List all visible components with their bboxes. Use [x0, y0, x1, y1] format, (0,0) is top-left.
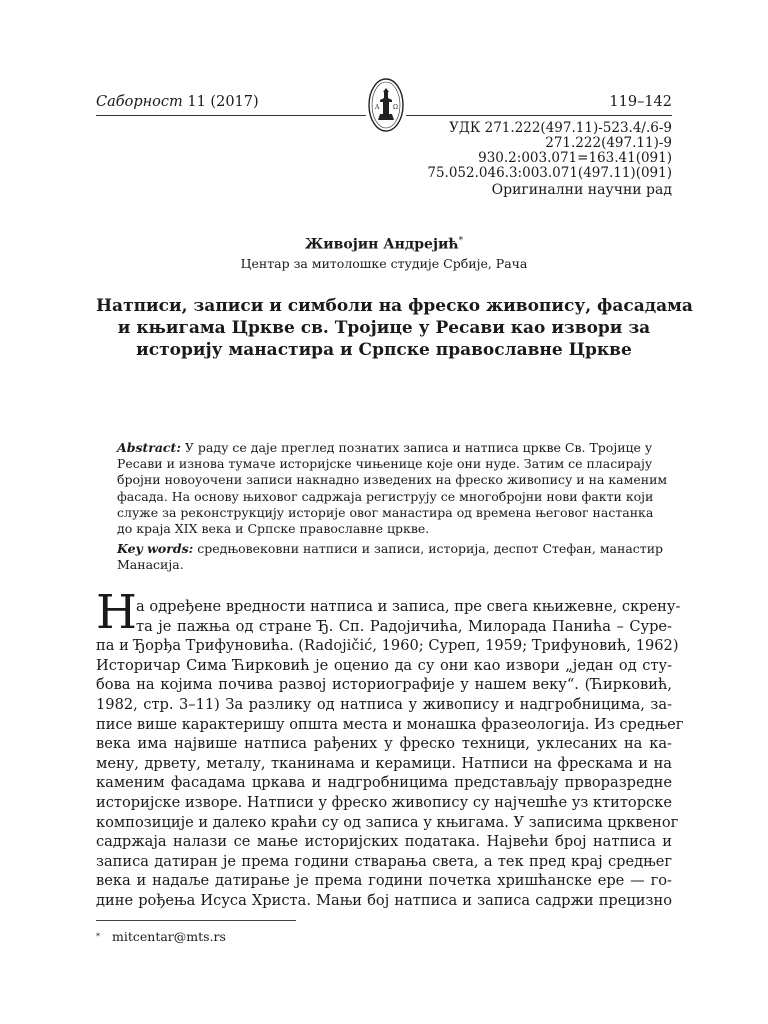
body-line: каменим фасадама цркава и надгробницима представљају прворазредне: [96, 774, 672, 792]
body-line: века и надаље датирање је према години почетка хришћанске ере — го-: [96, 872, 672, 890]
udk-line: 930.2:003.071=163.41(091): [478, 150, 672, 166]
title-line: и књигама Цркве св. Тројице у Ресави као извори за: [117, 318, 651, 338]
abstract: [117, 440, 668, 574]
body-line: бова на којима почива развој историографије у нашем веку“. (Ћирковић,: [96, 676, 672, 694]
title-line: Натписи, записи и симболи на фреско живопису, фасадама: [96, 296, 693, 316]
journal-name: Саборност: [96, 94, 183, 110]
abstract-line: Ресави и изнова тумаче историјске чињенице које они нуде. Затим се пласирају: [117, 456, 653, 472]
author-footnote-marker: *: [458, 236, 464, 246]
document-type: Оригинални научни рад: [491, 182, 672, 198]
body-line: па и Ђорђа Трифуновића. (Radojičić, 1960; Суреп, 1959; Трифуновић, 1962): [96, 637, 679, 655]
journal-citation: [96, 93, 259, 111]
body-line: века има највише натписа рађених у фреско техници, уклесаних на ка-: [96, 735, 672, 753]
abstract-line: служе за реконструкцију историје овог манастира од времена његовог настанка: [117, 504, 654, 520]
body-line: композиције и далеко краћи су од записа у књигама. У записима црквеног: [96, 813, 679, 831]
body-line: а одређене вредности натписа и записа, пре свега књижевне, скрену-: [136, 598, 681, 615]
keywords-line: Key words: средњовековни натписи и записи, историја, деспот Стефан, манастир: [117, 541, 664, 557]
udk-classification: [312, 121, 672, 181]
page-range: 119–142: [609, 94, 672, 110]
abstract-line: Abstract: У раду се даје преглед познатих записа и натписа цркве Св. Тројице у: [117, 440, 653, 455]
udk-line: УДК 271.222(497.11)-523.4/.6-9: [449, 120, 672, 136]
keywords: [117, 541, 664, 573]
svg-text:A: A: [375, 104, 380, 111]
udk-line: 75.052.046.3:003.071(497.11)(091): [427, 165, 672, 181]
udk-line: 271.222(497.11)-9: [545, 135, 672, 151]
body-line: дине рођења Исуса Христа. Мањи бој натписа и записа садржи прецизно: [96, 891, 672, 909]
footnote: [96, 929, 496, 945]
author-affiliation: Центар за митолошке студије Србије, Рача: [240, 256, 528, 271]
body-line: мену, дрвету, металу, тканинама и керамици. Натписи на фрескама и на: [96, 754, 672, 772]
author-email: mitcentar@mts.rs: [112, 929, 226, 944]
body-line: писе више карактеришу општа места и монашка фразеологија. Из средњег: [96, 715, 684, 733]
abstract-line: фасада. На основу њиховог садржаја региструју се многобројни нови факти који: [117, 488, 654, 504]
author-name-line: [96, 232, 672, 254]
title-line: историју манастира и Српске православне Цркве: [136, 340, 632, 360]
abstract-line: до краја XIX века и Српске православне цркве.: [117, 521, 430, 537]
header-rule-left: [96, 115, 366, 116]
journal-volume: 11 (2017): [187, 94, 259, 110]
footnote-rule: [96, 920, 296, 921]
author-name: Живојин Андрејић: [304, 236, 459, 253]
keywords-label: Key words:: [117, 541, 194, 557]
abstract-line: бројни новоуочени записи накнадно изведених на фреско живопису и на каменим: [117, 472, 668, 488]
body-line: Историчар Сима Ћирковић је оценио да су они као извори „један од сту-: [96, 656, 672, 674]
svg-text:Ω: Ω: [393, 104, 398, 111]
body-line: та је пажња од стране Ђ. Сп. Радојичића, Милорада Панића – Суре-: [136, 617, 672, 635]
body-line: садржаја налази се мање историјских података. Највећи број натписа и: [96, 833, 672, 851]
drop-cap: Н: [96, 585, 137, 640]
body-line: историјске изворе. Натписи у фреско живопису су најчешће уз ктиторске: [96, 793, 672, 811]
abstract-label: Abstract:: [117, 440, 181, 455]
footnote-marker: *: [96, 932, 100, 941]
article-title: [96, 295, 693, 361]
header-rule-right: [406, 115, 672, 116]
body-line: 1982, стр. 3–11) За разлику од натписа у живопису и надгробницима, за-: [96, 695, 672, 713]
body-paragraph: [96, 597, 684, 911]
keywords-line: Манасија.: [117, 557, 184, 573]
body-line: записа датиран је према години стварања света, а тек пред крај средњег: [96, 852, 672, 870]
